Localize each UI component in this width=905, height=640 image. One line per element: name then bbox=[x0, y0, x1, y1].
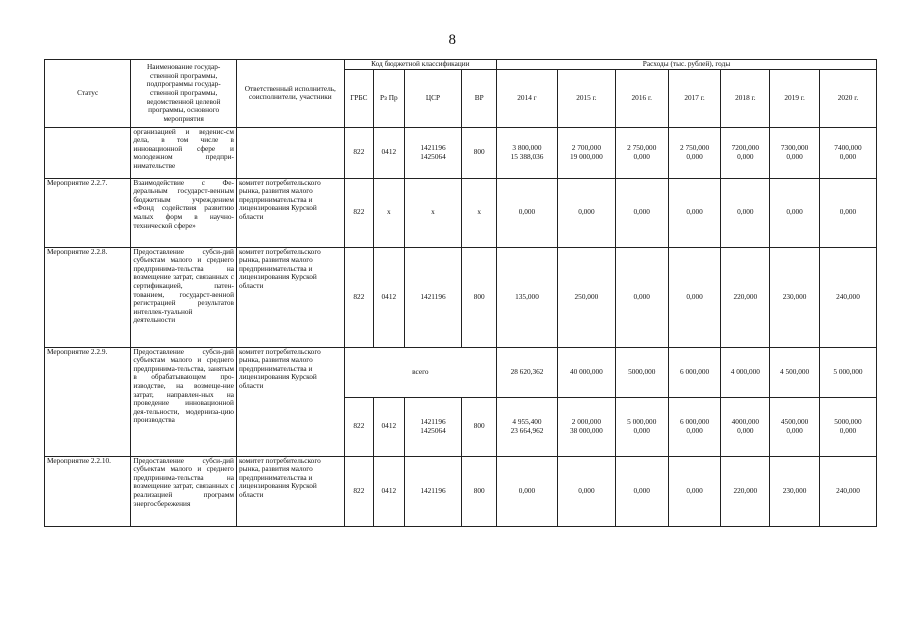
expense-cell: 220,000 bbox=[721, 247, 770, 347]
vr-cell: 800 bbox=[462, 456, 497, 526]
expense-cell: 0,000 bbox=[721, 178, 770, 247]
responsible-cell: комитет потребительского рынка, развития малого предпринимательства и лицензирования Курской области bbox=[236, 347, 344, 456]
grbs-cell: 822 bbox=[344, 127, 373, 178]
header-responsible: Ответственный исполнитель, соисполнители, участники bbox=[236, 60, 344, 128]
status-cell: Мероприятие 2.2.10. bbox=[45, 456, 131, 526]
table-row bbox=[45, 456, 877, 526]
expense-cell: 220,000 bbox=[721, 456, 770, 526]
rzpr-cell: 0412 bbox=[374, 247, 404, 347]
expense-cell: 0,000 bbox=[497, 178, 558, 247]
responsible-cell: комитет потребительского рынка, развития малого предпринимательства и лицензирования Курской области bbox=[236, 247, 344, 347]
table-row bbox=[45, 127, 877, 178]
header-year: 2015 г. bbox=[557, 69, 615, 127]
header-code-vr: ВР bbox=[462, 69, 497, 127]
header-year: 2020 г. bbox=[819, 69, 876, 127]
header-status: Статус bbox=[45, 60, 131, 128]
activity-name: организацией и веденис-см дела, в том числе в инновационной сфере и молодежном предпри-нимательстве bbox=[131, 127, 237, 178]
expense-cell: 6 000,000 0,000 bbox=[668, 397, 721, 456]
vr-cell: x bbox=[462, 178, 497, 247]
header-expenses: Расходы (тыс. рублей), годы bbox=[497, 60, 877, 70]
header-name: Наименование государ-ственной программы, подпрограммы государ-ственной программы, ведомственной целевой программы, основного мероприятия bbox=[131, 60, 237, 128]
total-cell: 4 000,000 bbox=[721, 347, 770, 397]
header-year: 2016 г. bbox=[615, 69, 668, 127]
expense-cell: 0,000 bbox=[668, 456, 721, 526]
header-year: 2014 г bbox=[497, 69, 558, 127]
expense-cell: 0,000 bbox=[819, 178, 876, 247]
page-number: 8 bbox=[448, 32, 457, 48]
header-code-csr: ЦСР bbox=[404, 69, 462, 127]
csr-cell: 1421196 1425064 bbox=[404, 127, 462, 178]
status-cell bbox=[45, 127, 131, 178]
total-cell: 5000,000 bbox=[615, 347, 668, 397]
total-label: всего bbox=[344, 347, 496, 397]
activity-name: Взаимодействие с Фе-деральным государст-венным бюджетным учреждением «Фонд содействия развитию малых форм в научно-технической сфере» bbox=[131, 178, 237, 247]
total-cell: 6 000,000 bbox=[668, 347, 721, 397]
csr-cell: x bbox=[404, 178, 462, 247]
total-cell: 4 500,000 bbox=[770, 347, 820, 397]
expense-cell: 0,000 bbox=[497, 456, 558, 526]
expense-cell: 0,000 bbox=[615, 247, 668, 347]
expense-cell: 250,000 bbox=[557, 247, 615, 347]
expense-cell: 5000,000 0,000 bbox=[819, 397, 876, 456]
rzpr-cell: 0412 bbox=[374, 397, 404, 456]
total-cell: 28 620,362 bbox=[497, 347, 558, 397]
expense-cell: 0,000 bbox=[770, 178, 820, 247]
expense-cell: 0,000 bbox=[615, 178, 668, 247]
total-cell: 40 000,000 bbox=[557, 347, 615, 397]
status-cell: Мероприятие 2.2.8. bbox=[45, 247, 131, 347]
expense-cell: 0,000 bbox=[557, 456, 615, 526]
responsible-cell: комитет потребительского рынка, развития малого предпринимательства и лицензирования Курской области bbox=[236, 456, 344, 526]
expense-cell: 7300,000 0,000 bbox=[770, 127, 820, 178]
table-row bbox=[45, 247, 877, 347]
rzpr-cell: 0412 bbox=[374, 127, 404, 178]
activity-name: Предоставление субси-дий субъектам малого и среднего предпринима-тельства, занятым в обрабатывающем про-изводстве, на возмеще-ние затрат, направлен-ных на проведение инновационной дея-тельности, модерниза-цию производства bbox=[131, 347, 237, 456]
expense-cell: 0,000 bbox=[615, 456, 668, 526]
expense-cell: 0,000 bbox=[557, 178, 615, 247]
rzpr-cell: 0412 bbox=[374, 456, 404, 526]
table-row bbox=[45, 178, 877, 247]
rzpr-cell: x bbox=[374, 178, 404, 247]
status-cell: Мероприятие 2.2.9. bbox=[45, 347, 131, 456]
header-budget-code: Код бюджетной классификации bbox=[344, 60, 496, 70]
vr-cell: 800 bbox=[462, 127, 497, 178]
csr-cell: 1421196 bbox=[404, 247, 462, 347]
expense-cell: 2 750,000 0,000 bbox=[668, 127, 721, 178]
header-year: 2019 г. bbox=[770, 69, 820, 127]
vr-cell: 800 bbox=[462, 397, 497, 456]
total-cell: 5 000,000 bbox=[819, 347, 876, 397]
header-year: 2017 г. bbox=[668, 69, 721, 127]
expense-cell: 230,000 bbox=[770, 456, 820, 526]
expense-cell: 7400,000 0,000 bbox=[819, 127, 876, 178]
expense-cell: 230,000 bbox=[770, 247, 820, 347]
header-code-grbs: ГРБС bbox=[344, 69, 373, 127]
grbs-cell: 822 bbox=[344, 456, 373, 526]
expense-cell: 7200,000 0,000 bbox=[721, 127, 770, 178]
expense-cell: 240,000 bbox=[819, 456, 876, 526]
expense-cell: 0,000 bbox=[668, 247, 721, 347]
expense-cell: 2 700,000 19 000,000 bbox=[557, 127, 615, 178]
header-code-rzpr: Рз Пр bbox=[374, 69, 404, 127]
grbs-cell: 822 bbox=[344, 178, 373, 247]
expense-cell: 2 750,000 0,000 bbox=[615, 127, 668, 178]
expense-cell: 0,000 bbox=[668, 178, 721, 247]
vr-cell: 800 bbox=[462, 247, 497, 347]
expense-cell: 5 000,000 0,000 bbox=[615, 397, 668, 456]
header-year: 2018 г. bbox=[721, 69, 770, 127]
expense-cell: 135,000 bbox=[497, 247, 558, 347]
activity-name: Предоставление субси-дий субъектам малого и среднего предпринима-тельства на возмещение затрат, связанных с реализацией программ энергосбережения bbox=[131, 456, 237, 526]
table-row bbox=[45, 347, 877, 397]
budget-table bbox=[44, 59, 877, 527]
expense-cell: 4 955,400 23 664,962 bbox=[497, 397, 558, 456]
expense-cell: 4000,000 0,000 bbox=[721, 397, 770, 456]
grbs-cell: 822 bbox=[344, 247, 373, 347]
status-cell: Мероприятие 2.2.7. bbox=[45, 178, 131, 247]
responsible-cell: комитет потребительского рынка, развития малого предпринимательства и лицензирования Курской области bbox=[236, 178, 344, 247]
csr-cell: 1421196 bbox=[404, 456, 462, 526]
expense-cell: 4500,000 0,000 bbox=[770, 397, 820, 456]
expense-cell: 240,000 bbox=[819, 247, 876, 347]
expense-cell: 2 000,000 38 000,000 bbox=[557, 397, 615, 456]
activity-name: Предоставление субси-дий субъектам малого и среднего предпринима-тельства на возмещение затрат, связанных с сертификацией, патен-тованием, государст-венной регистрацией результатов интеллек-туальной деятельности bbox=[131, 247, 237, 347]
csr-cell: 1421196 1425064 bbox=[404, 397, 462, 456]
responsible-cell bbox=[236, 127, 344, 178]
expense-cell: 3 800,000 15 388,036 bbox=[497, 127, 558, 178]
grbs-cell: 822 bbox=[344, 397, 373, 456]
